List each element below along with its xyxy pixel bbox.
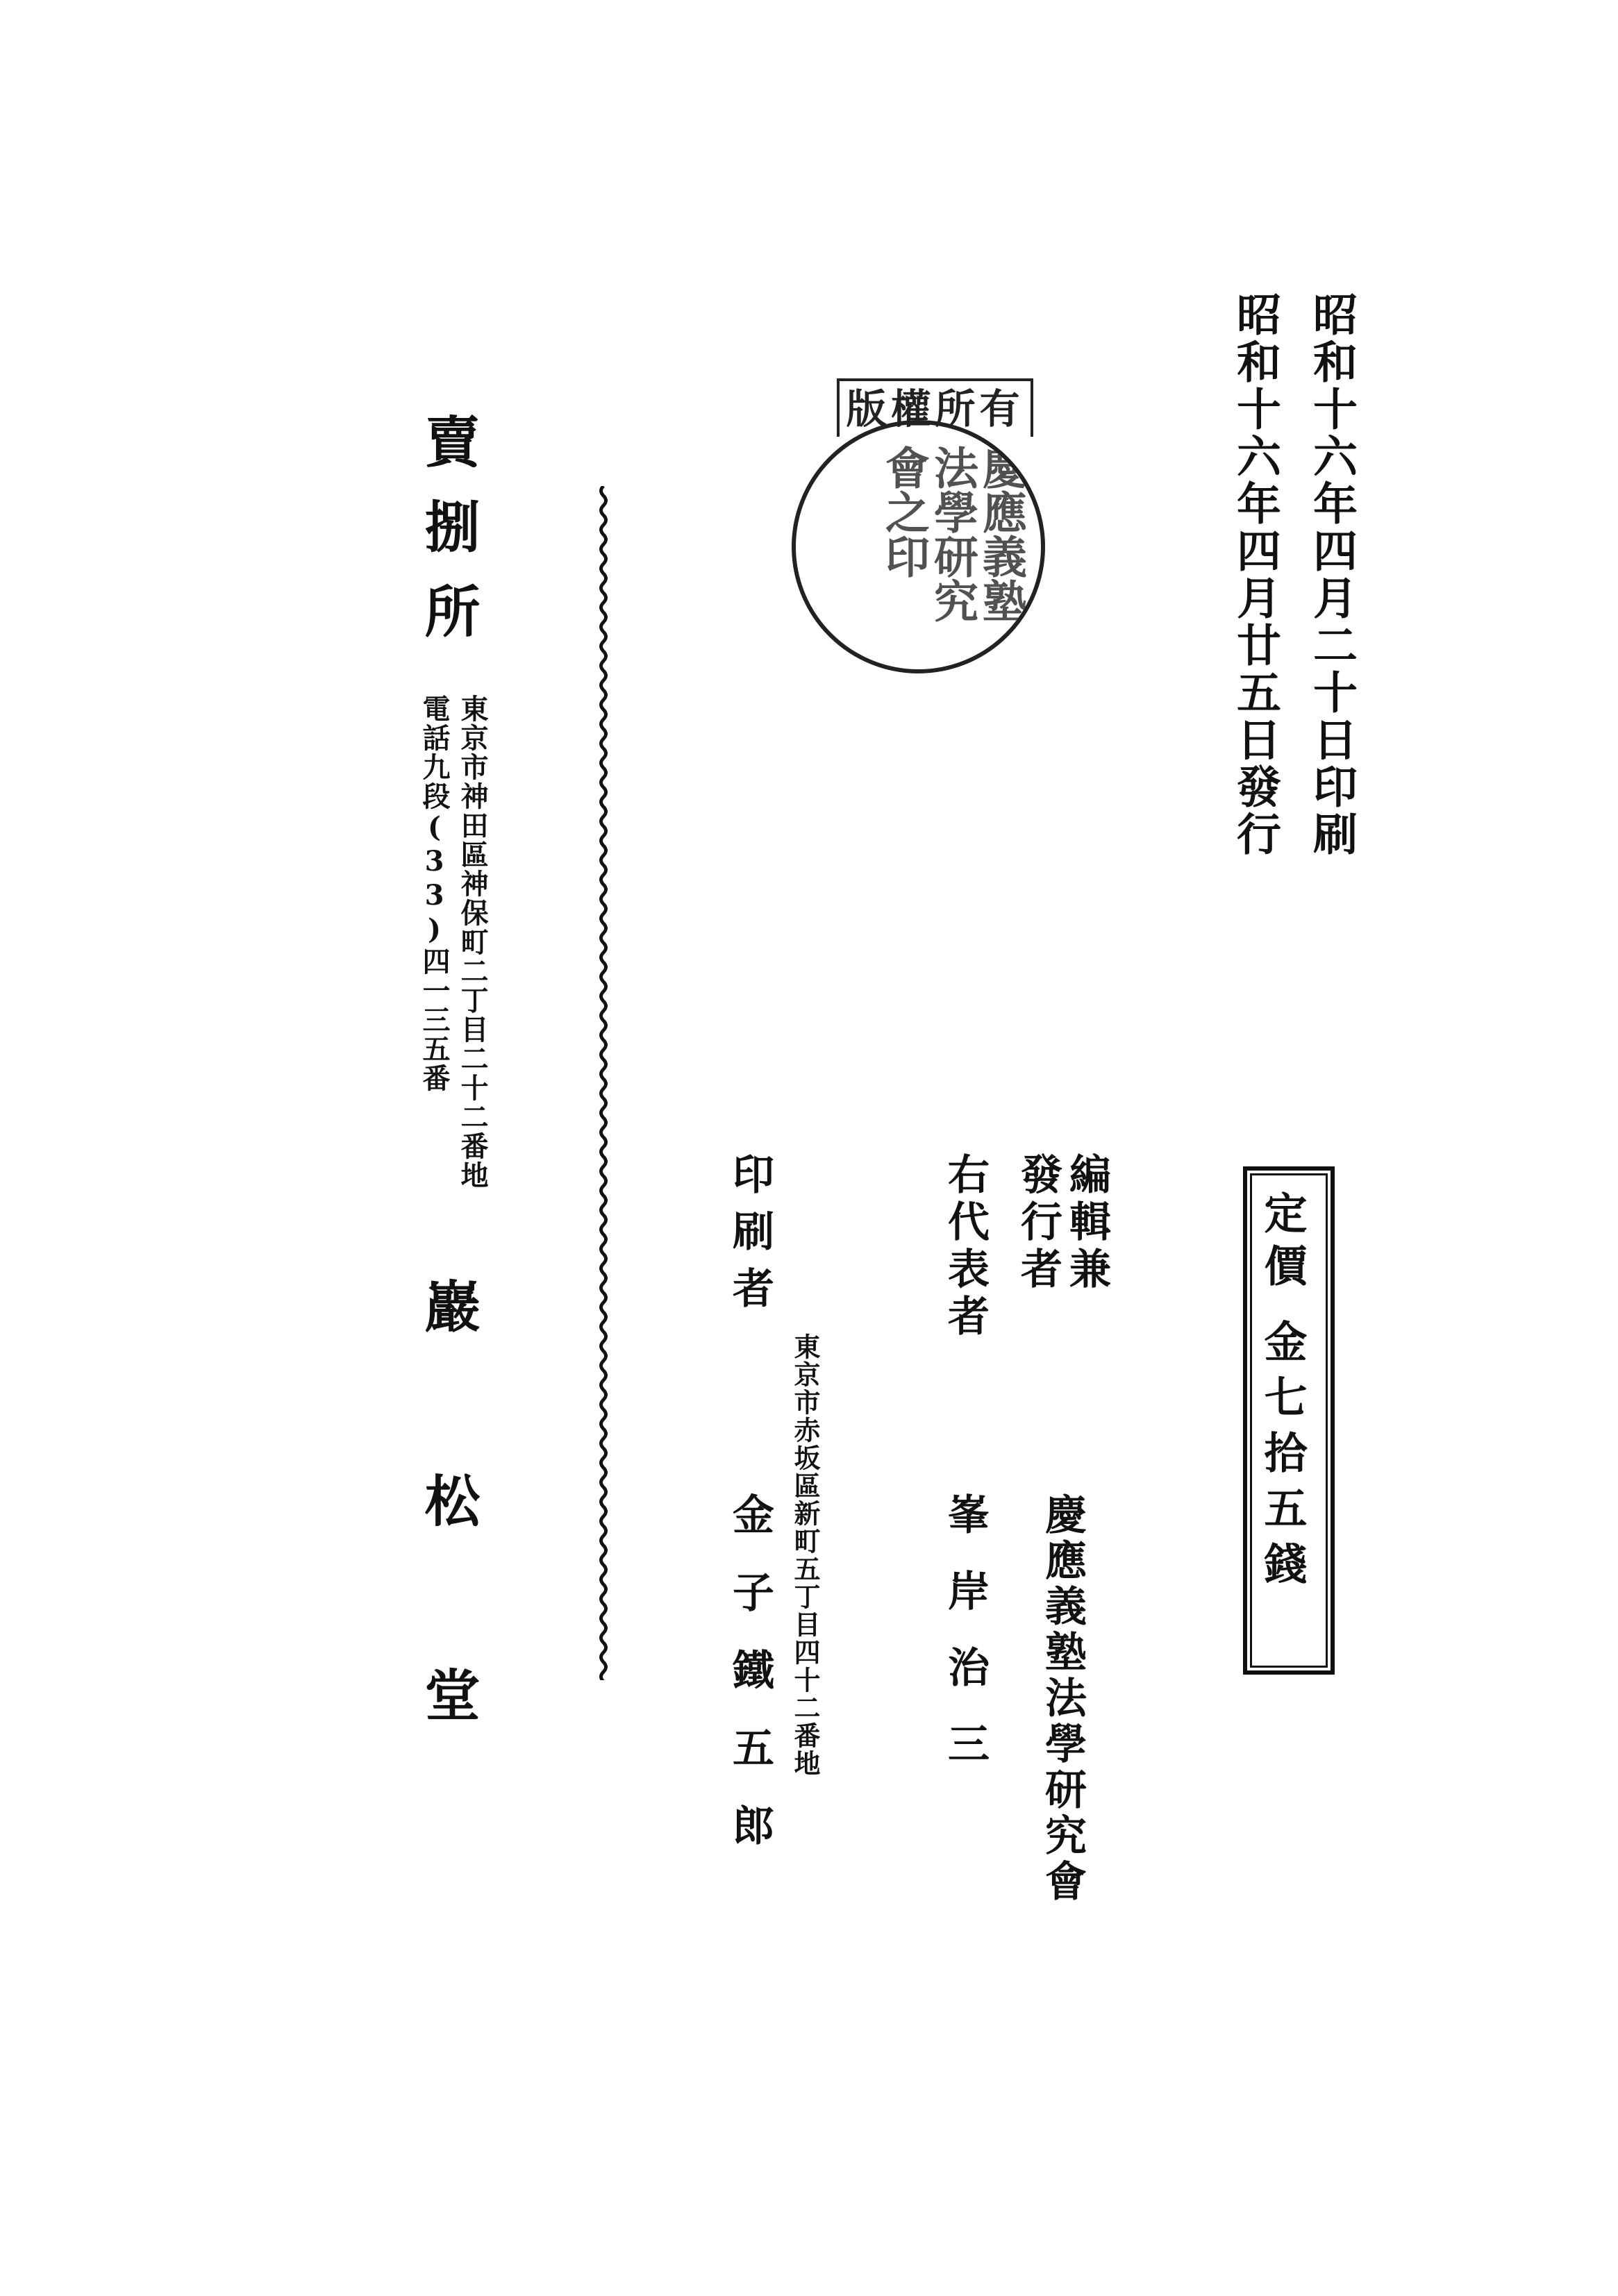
seller-phone: 電話九段(33)四一三五番 <box>418 694 451 1093</box>
wavy-divider <box>596 486 611 1680</box>
publish-date: 昭和十六年四月廿五日發行 <box>1229 292 1281 858</box>
price-label: 定價 <box>1257 1191 1308 1296</box>
printer-label: 印刷者 <box>726 1153 774 1323</box>
representative-label: 右代表者 <box>941 1153 990 1341</box>
stamp-header: 版權所有 <box>837 378 1033 437</box>
stamp-seal <box>792 420 1045 673</box>
seller-name: 巖松堂 <box>415 1277 481 1861</box>
print-date: 昭和十六年四月二十日印刷 <box>1306 292 1358 858</box>
copyright-stamp <box>792 378 1062 670</box>
editor-label-line1: 編輯兼 <box>1062 1153 1111 1294</box>
stamp-seal-text: 慶應義塾法學研究會之印 <box>878 445 1027 623</box>
printer-name: 金子鐵五郎 <box>726 1493 774 1882</box>
price-value: 金七拾五錢 <box>1257 1319 1308 1597</box>
editor-label-line2: 發行者 <box>1014 1153 1062 1294</box>
seller-address: 東京市神田區神保町二丁目二十二番地 <box>456 694 489 1190</box>
editor-name: 慶應義塾法學研究會 <box>1038 1493 1087 1905</box>
seller-label: 賣捌所 <box>415 413 481 667</box>
representative-name: 峯岸治三 <box>941 1493 990 1798</box>
printer-address: 東京市赤坂區新町五丁目四十二番地 <box>790 1333 821 1777</box>
